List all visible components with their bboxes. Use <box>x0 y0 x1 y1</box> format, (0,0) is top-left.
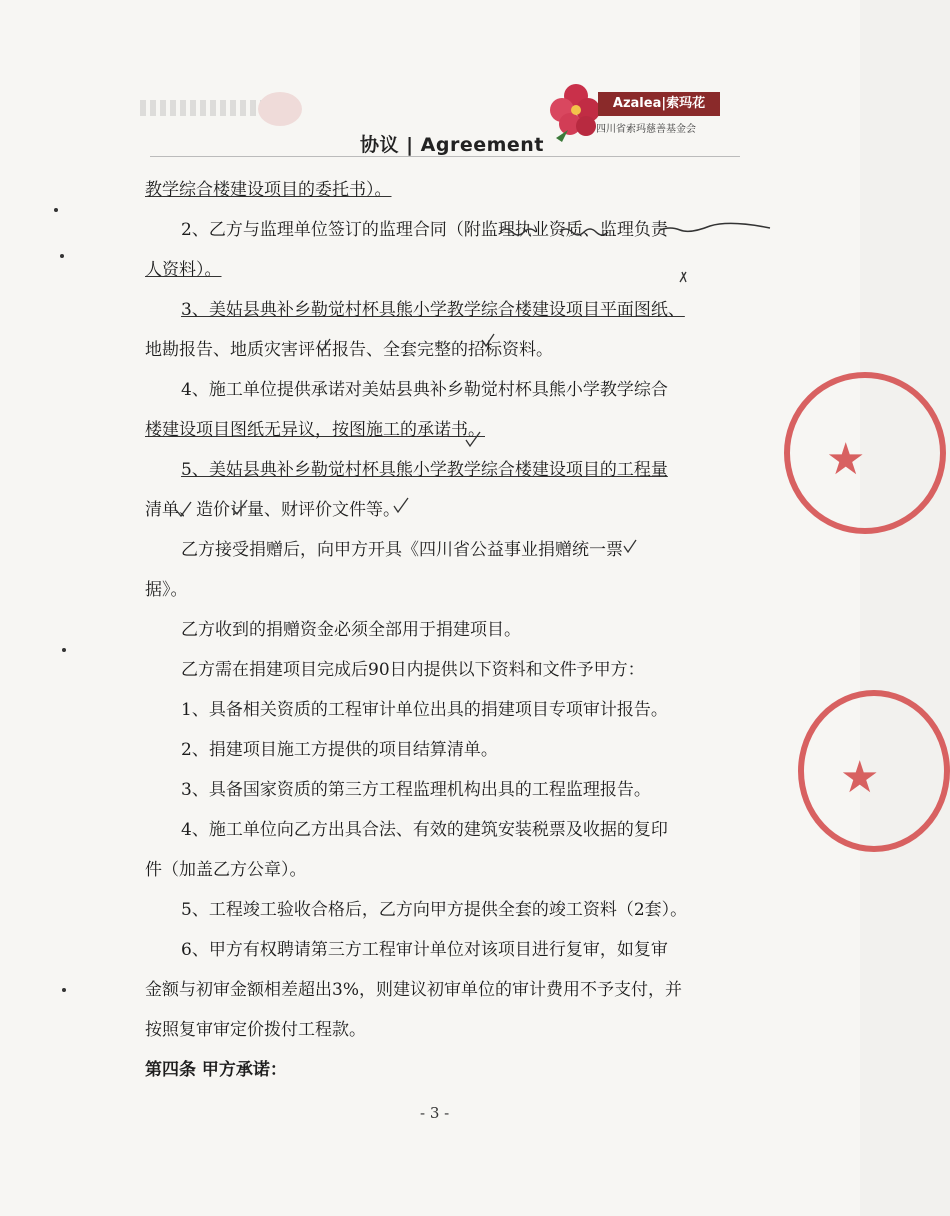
line-text: 5、美姑县典补乡勒觉村杯具熊小学教学综合楼建设项目的工程量 <box>181 460 668 480</box>
text-line-5: 地勘报告、地质灾害评估报告、全套完整的招标资料。 <box>145 340 553 360</box>
text-line-22: 按照复审审定价拨付工程款。 <box>145 1020 366 1040</box>
seal-star-icon: ★ <box>826 434 866 485</box>
text-line-1 <box>145 174 745 206</box>
text-line-15: 2、捐建项目施工方提供的项目结算清单。 <box>181 740 498 760</box>
header-divider <box>150 156 740 157</box>
official-seal-top <box>784 372 946 534</box>
official-seal-bottom <box>798 690 950 852</box>
article-four-heading: 第四条 甲方承诺： <box>145 1060 287 1080</box>
azalea-logo <box>548 80 728 144</box>
line-text: 教学综合楼建设项目的委托书）。 <box>145 180 392 200</box>
text-line-14: 1、具备相关资质的工程审计单位出具的捐建项目专项审计报告。 <box>181 700 668 720</box>
agreement-body <box>145 160 745 1086</box>
text-line-21: 金额与初审金额相差超出3%，则建议初审单位的审计费用不予支付，并 <box>145 980 682 1000</box>
text-line-2: 2、乙方与监理单位签订的监理合同（附监理执业资质、监理负责 <box>181 220 668 240</box>
scan-speck <box>54 208 58 212</box>
text-line-3 <box>145 254 745 286</box>
text-line-9: 清单、造价计量、财评价文件等。 <box>145 500 400 520</box>
text-line-8 <box>145 454 745 486</box>
ghost-logo-mark <box>140 92 330 132</box>
scan-speck <box>60 254 64 258</box>
logo-subtitle: 四川省索玛慈善基金会 <box>596 124 696 135</box>
text-line-4 <box>145 294 745 326</box>
text-line-12: 乙方收到的捐赠资金必须全部用于捐建项目。 <box>181 620 521 640</box>
line-text: 楼建设项目图纸无异议，按图施工的承诺书。 <box>145 420 485 440</box>
text-line-16: 3、具备国家资质的第三方工程监理机构出具的工程监理报告。 <box>181 780 651 800</box>
text-line-6: 4、施工单位提供承诺对美姑县典补乡勒觉村杯具熊小学教学综合 <box>181 380 668 400</box>
logo-en-text: Azalea <box>612 96 662 111</box>
text-line-10: 乙方接受捐赠后，向甲方开具《四川省公益事业捐赠统一票 <box>181 540 623 560</box>
text-line-17: 4、施工单位向乙方出具合法、有效的建筑安装税票及收据的复印 <box>181 820 668 840</box>
page-header-title: 协议 | Agreement <box>360 134 544 156</box>
text-line-11: 据》。 <box>145 580 188 600</box>
text-line-20: 6、甲方有权聘请第三方工程审计单位对该项目进行复审，如复审 <box>181 940 668 960</box>
seal-star-icon: ★ <box>840 752 880 803</box>
logo-cn-text: 索玛花 <box>666 96 706 111</box>
line-text: 人资料）。 <box>145 260 222 280</box>
text-line-18: 件（加盖乙方公章）。 <box>145 860 307 880</box>
text-line-7 <box>145 414 745 446</box>
page-number: - 3 - <box>420 1104 450 1122</box>
text-line-13: 乙方需在捐建项目完成后90日内提供以下资料和文件予甲方： <box>181 660 645 680</box>
logo-badge: Azalea|索玛花 <box>598 92 720 116</box>
scan-speck <box>62 988 66 992</box>
text-line-19: 5、工程竣工验收合格后，乙方向甲方提供全套的竣工资料（2套）。 <box>181 900 688 920</box>
line-text: 3、美姑县典补乡勒觉村杯具熊小学教学综合楼建设项目平面图纸、 <box>181 300 685 320</box>
scan-speck <box>62 648 66 652</box>
